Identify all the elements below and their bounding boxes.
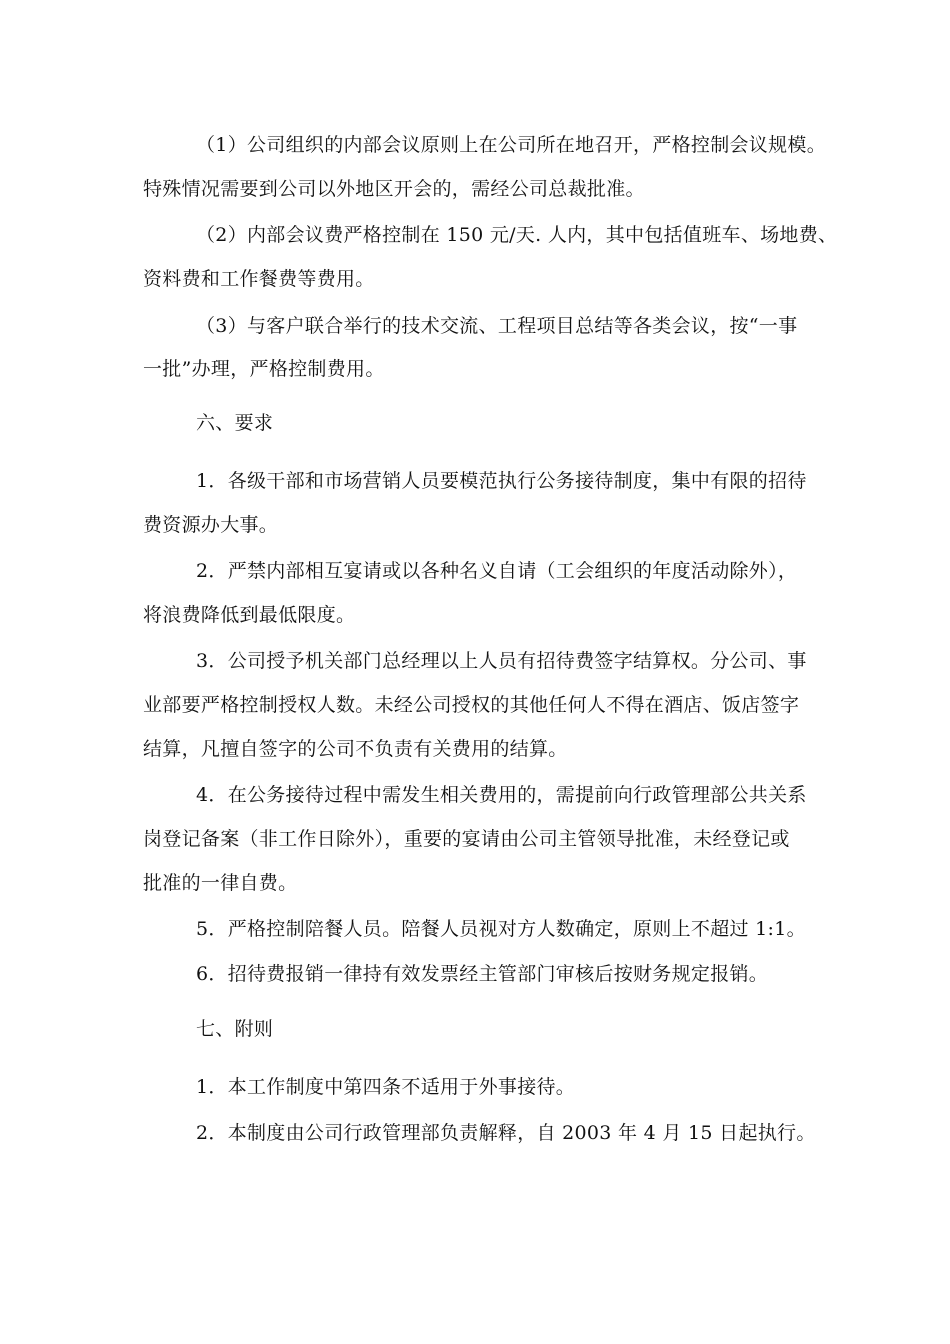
supplementary-2-line-1: 2．本制度由公司行政管理部负责解释，自 2003 年 4 月 15 日起执行。 [196, 1122, 816, 1144]
paragraph-meeting-2-line-1: （2）内部会议费严格控制在 150 元/天. 人内，其中包括值班车、场地费、 [196, 224, 838, 246]
paragraph-meeting-3-line-2: 一批”办理，严格控制费用。 [143, 358, 385, 380]
requirement-5-line-1: 5．严格控制陪餐人员。陪餐人员视对方人数确定，原则上不超过 1:1。 [196, 918, 806, 940]
requirement-3-line-3: 结算，凡擅自签字的公司不负责有关费用的结算。 [143, 738, 568, 760]
section-heading-supplementary: 七、附则 [196, 1018, 274, 1040]
requirement-6-line-1: 6．招待费报销一律持有效发票经主管部门审核后按财务规定报销。 [196, 963, 769, 985]
paragraph-meeting-3-line-1: （3）与客户联合举行的技术交流、工程项目总结等各类会议，按“一事 [196, 315, 798, 337]
requirement-3-line-1: 3．公司授予机关部门总经理以上人员有招待费签字结算权。分公司、事 [196, 650, 807, 672]
requirement-1-line-1: 1．各级干部和市场营销人员要模范执行公务接待制度，集中有限的招待 [196, 470, 807, 492]
requirement-4-line-2: 岗登记备案（非工作日除外），重要的宴请由公司主管领导批准，未经登记或 [143, 828, 790, 850]
requirement-1-line-2: 费资源办大事。 [143, 514, 279, 536]
requirement-3-line-2: 业部要严格控制授权人数。未经公司授权的其他任何人不得在酒店、饭店签字 [143, 694, 800, 716]
paragraph-meeting-1-line-1: （1）公司组织的内部会议原则上在公司所在地召开，严格控制会议规模。 [196, 134, 826, 156]
supplementary-1-line-1: 1．本工作制度中第四条不适用于外事接待。 [196, 1076, 576, 1098]
requirement-4-line-1: 4．在公务接待过程中需发生相关费用的，需提前向行政管理部公共关系 [196, 784, 807, 806]
paragraph-meeting-2-line-2: 资料费和工作餐费等费用。 [143, 268, 375, 290]
requirement-2-line-1: 2．严禁内部相互宴请或以各种名义自请（工会组织的年度活动除外）， [196, 560, 798, 582]
section-heading-requirements: 六、要求 [196, 412, 274, 434]
paragraph-meeting-1-line-2: 特殊情况需要到公司以外地区开会的，需经公司总裁批准。 [143, 178, 645, 200]
requirement-2-line-2: 将浪费降低到最低限度。 [143, 604, 356, 626]
requirement-4-line-3: 批准的一律自费。 [143, 872, 298, 894]
